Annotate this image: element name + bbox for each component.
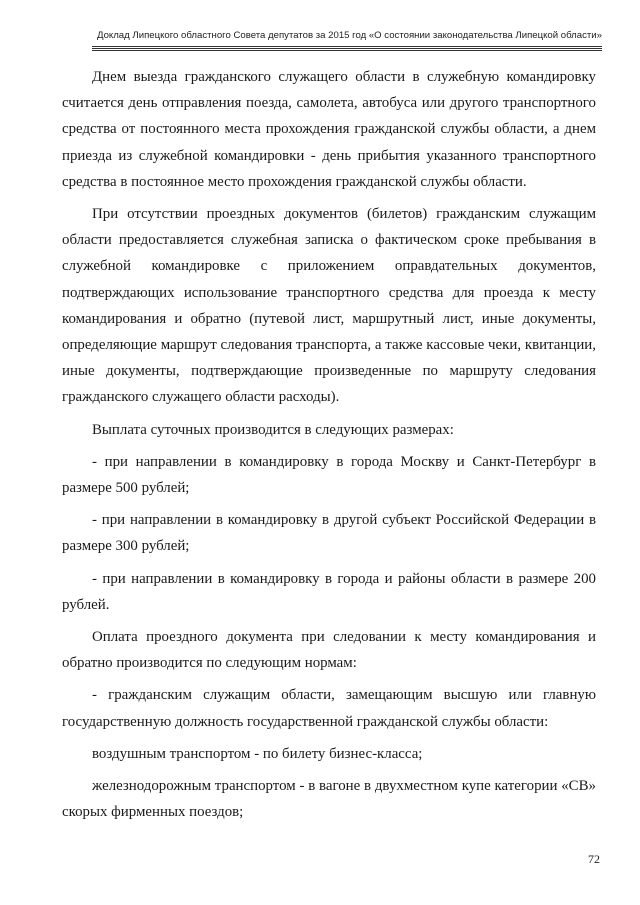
paragraph: - при направлении в командировку в города и районы области в размере 200 рублей. bbox=[62, 570, 596, 613]
paragraph: - при направлении в командировку в другой субъект Российской Федерации в размере 300 рублей; bbox=[62, 512, 596, 555]
paragraph: При отсутствии проездных документов (билетов) гражданским служащим области предоставляется служебная записка о фактическом сроке пребывания в служебной командировке с приложением оправдательных документов, подтверждающих использование транспортного средства для проезда к месту командирования и обратно (путевой лист, маршрутный лист, иные документы, определяющие маршрут следования транспорта, а также кассовые чеки, квитанции, иные документы, подтверждающие произведенные по маршруту следования гражданского служащего области расходы). bbox=[62, 206, 596, 406]
paragraph: - гражданским служащим области, замещающим высшую или главную государственную должность государственной гражданской службы области: bbox=[62, 687, 596, 730]
document-body bbox=[62, 64, 596, 831]
paragraph: Оплата проездного документа при следовании к месту командирования и обратно производится по следующим нормам: bbox=[62, 629, 596, 672]
running-header: Доклад Липецкого областного Совета депутатов за 2015 год «О состоянии законодательства Липецкой области» bbox=[96, 30, 602, 41]
paragraph: воздушным транспортом - по билету бизнес-класса; bbox=[92, 745, 423, 762]
header-rule bbox=[92, 46, 602, 51]
paragraph: железнодорожным транспортом - в вагоне в двухместном купе категории «СВ» скорых фирменных поездов; bbox=[62, 778, 596, 821]
paragraph: Днем выезда гражданского служащего области в служебную командировку считается день отправления поезда, самолета, автобуса или другого транспортного средства от постоянного места прохождения гражданской службы области, а днем приезда из служебной командировки - день прибытия указанного транспортного средства в постоянное место прохождения гражданской службы области. bbox=[62, 69, 596, 190]
paragraph: Выплата суточных производится в следующих размерах: bbox=[92, 421, 454, 438]
page-number: 72 bbox=[588, 852, 600, 866]
paragraph: - при направлении в командировку в города Москву и Санкт-Петербург в размере 500 рублей; bbox=[62, 453, 596, 497]
